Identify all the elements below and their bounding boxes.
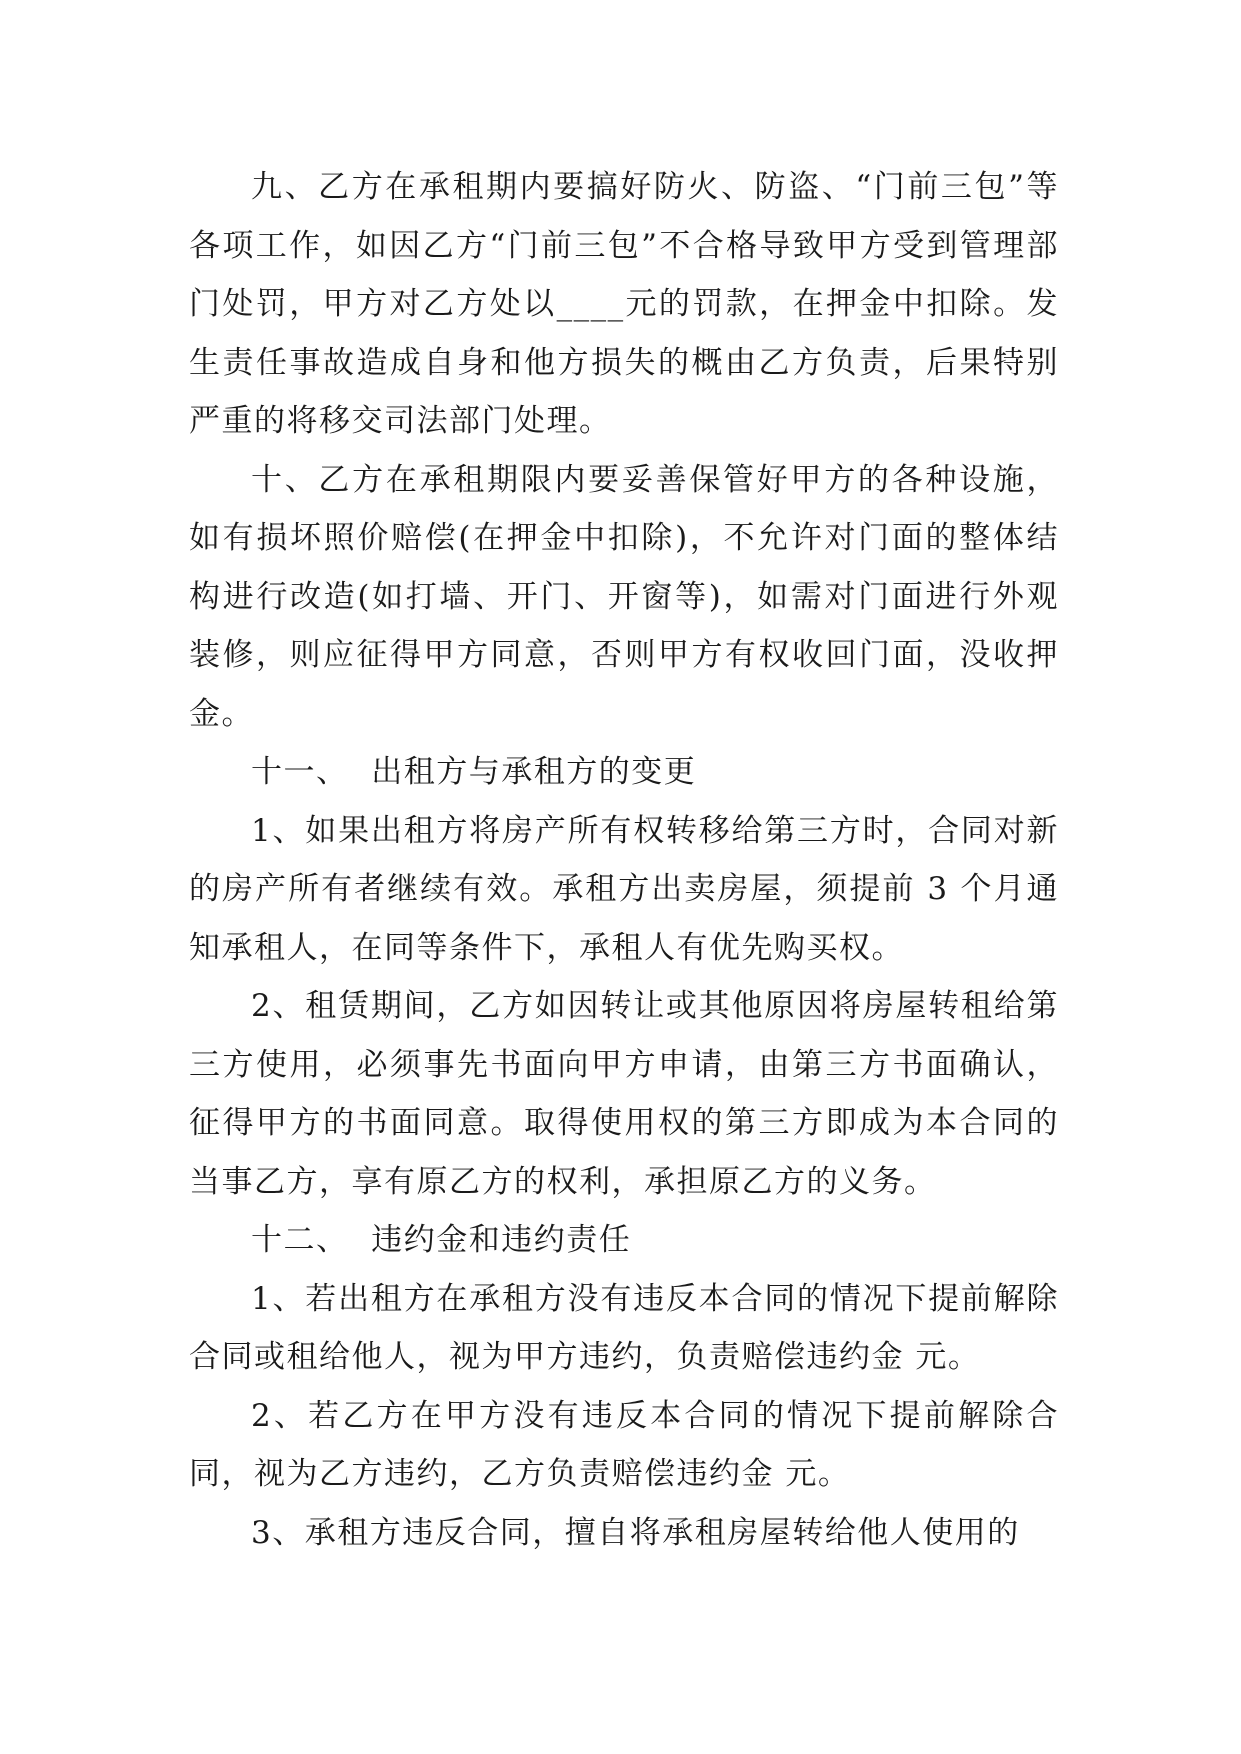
clause-11-item-2: 2、租赁期间，乙方如因转让或其他原因将房屋转租给第三方使用，必须事先书面向甲方申请，由第三方书面确认，征得甲方的书面同意。取得使用权的第三方即成为本合同的当事乙方，享有原乙方的权利，承担原乙方的义务。 — [189, 988, 1059, 1200]
clause-12-heading: 十二、 违约金和违约责任 — [251, 1222, 632, 1258]
clause-12-item-1: 1、若出租方在承租方没有违反本合同的情况下提前解除合同或租给他人，视为甲方违约，负责赔偿违约金 元。 — [189, 1280, 1059, 1375]
clause-11-item-1: 1、如果出租方将房产所有权转移给第三方时，合同对新的房产所有者继续有效。承租方出卖房屋，须提前 3 个月通知承租人，在同等条件下，承租人有优先购买权。 — [189, 812, 1059, 966]
clause-9-paragraph: 九、乙方在承租期内要搞好防火、防盗、“门前三包”等各项工作，如因乙方“门前三包”不合格导致甲方受到管理部门处罚，甲方对乙方处以____元的罚款，在押金中扣除。发生责任事故造成自身和他方损失的概由乙方负责，后果特别严重的将移交司法部门处理。 — [189, 169, 1059, 439]
clause-12-item-2: 2、若乙方在甲方没有违反本合同的情况下提前解除合同，视为乙方违约，乙方负责赔偿违约金 元。 — [189, 1397, 1059, 1492]
document-body — [189, 158, 1059, 1562]
clause-10-paragraph: 十、乙方在承租期限内要妥善保管好甲方的各种设施，如有损坏照价赔偿(在押金中扣除)，不允许对门面的整体结构进行改造(如打墙、开门、开窗等)，如需对门面进行外观装修，则应征得甲方同意，否则甲方有权收回门面，没收押金。 — [189, 461, 1059, 732]
clause-12-item-3: 3、承租方违反合同，擅自将承租房屋转给他人使用的 — [251, 1514, 1020, 1551]
clause-11-heading: 十一、 出租方与承租方的变更 — [251, 754, 697, 790]
